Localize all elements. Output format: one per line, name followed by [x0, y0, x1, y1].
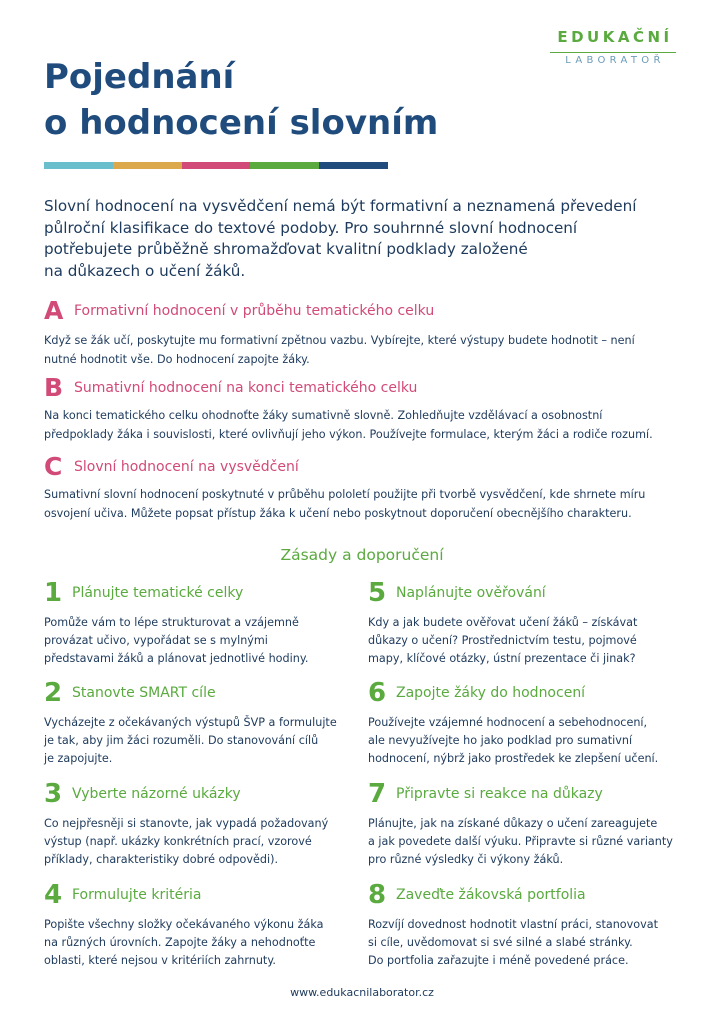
- color-bar-segment: [113, 162, 182, 169]
- tip-line: Pomůže vám to lépe strukturovat a vzájemně: [44, 616, 299, 629]
- intro-line: potřebujete průběžně shromažďovat kvalitní podklady založené: [44, 240, 528, 258]
- page-title-line-1: Pojednání: [44, 57, 235, 97]
- tip-number: 4: [44, 880, 63, 910]
- section-body-line: Sumativní slovní hodnocení poskytnuté v průběhu pololetí použijte při tvorbě vysvědčení, kde shrnete míru: [44, 488, 646, 501]
- tip-line: představami žáků a plánovat jednotlivé hodiny.: [44, 652, 309, 665]
- principles-heading: Zásady a doporučení: [280, 546, 444, 564]
- tip-number: 7: [368, 779, 387, 809]
- tip-title: Vyberte názorné ukázky: [72, 786, 241, 802]
- color-bar-segment: [44, 162, 113, 169]
- tip-line: na různých úrovních. Zapojte žáky a nehodnoťte: [44, 936, 316, 949]
- intro-line: na důkazech o učení žáků.: [44, 261, 246, 280]
- section-letter: B: [44, 373, 64, 402]
- tip-number: 5: [368, 578, 387, 608]
- tip-6-body: [368, 714, 708, 768]
- tip-line: Popište všechny složky očekávaného výkonu žáka: [44, 918, 324, 931]
- tip-number: 6: [368, 678, 387, 708]
- section-body-line: předpoklady žáka i souvislosti, které ovlivňují jeho výkon. Používejte formulace, kterým žáci a rodiče rozumí.: [44, 428, 653, 441]
- tip-title: Plánujte tematické celky: [72, 585, 244, 601]
- section-body-line: osvojení učiva. Můžete popsat přístup žáka k učení nebo poskytnout doporučení obecnějšího charakteru.: [44, 507, 632, 520]
- tip-8-heading: [368, 880, 586, 910]
- intro-line: Slovní hodnocení na vysvědčení nemá být formativní a neznamená převedení: [44, 197, 637, 215]
- intro-line: půlroční klasifikace do textové podoby. Pro souhrnné slovní hodnocení: [44, 218, 578, 237]
- tip-title: Zapojte žáky do hodnocení: [396, 685, 586, 701]
- tip-line: Kdy a jak budete ověřovat učení žáků – získávat: [368, 616, 638, 629]
- section-c-body: [44, 485, 694, 523]
- section-body-line: nutné hodnotit vše. Do hodnocení zapojte žáky.: [44, 353, 310, 366]
- tip-line: výstup (např. ukázky konkrétních prací, vzorové: [44, 835, 312, 848]
- tip-number: 3: [44, 779, 63, 809]
- tip-line: Do portfolia zařazujte i méně povedené práce.: [368, 954, 629, 967]
- tip-5-body: [368, 614, 708, 668]
- color-bar-segment: [319, 162, 388, 169]
- section-letter: C: [44, 452, 63, 481]
- tip-title: Stanovte SMART cíle: [72, 685, 216, 701]
- tip-title: Zaveďte žákovská portfolia: [396, 887, 586, 903]
- footer-url[interactable]: www.edukacnilaborator.cz: [290, 986, 434, 999]
- tip-8-body: [368, 916, 708, 970]
- tip-title: Připravte si reakce na důkazy: [396, 786, 603, 802]
- tip-line: oblasti, které nejsou v kritériích zahrnuty.: [44, 954, 276, 967]
- tip-line: ale nevyužívejte ho jako podklad pro sumativní: [368, 734, 633, 747]
- tip-3-heading: [44, 779, 241, 809]
- tip-4-body: [44, 916, 364, 970]
- logo-wordmark-top: EDUKAČNÍ: [557, 28, 673, 46]
- tip-1-heading: [44, 578, 243, 608]
- section-letter: A: [44, 296, 64, 325]
- tip-line: si cíle, uvědomovat si své silné a slabé stránky.: [368, 936, 633, 949]
- section-b-heading: [44, 373, 417, 402]
- tip-line: je tak, aby jim žáci rozuměli. Do stanovování cílů: [44, 734, 319, 747]
- tip-line: hodnocení, nýbrž jako prostředek ke zlepšení učení.: [368, 752, 659, 765]
- section-body-line: Na konci tematického celku ohodnoťte žáky sumativně slovně. Zohledňujte vzdělávací a osobnostní: [44, 409, 603, 422]
- page-title: [44, 54, 438, 146]
- tip-6-heading: [368, 678, 585, 708]
- tip-line: Plánujte, jak na získané důkazy o učení zareagujete: [368, 817, 658, 830]
- tip-3-body: [44, 815, 364, 869]
- intro-paragraph: [44, 196, 704, 282]
- page-title-line-2: o hodnocení slovním: [44, 103, 439, 143]
- tip-title: Formulujte kritéria: [72, 887, 202, 903]
- tip-5-heading: [368, 578, 546, 608]
- tip-line: a jak povedete další výuku. Připravte si různé varianty: [368, 835, 673, 848]
- tip-line: důkazy o učení? Prostřednictvím testu, pojmové: [368, 634, 637, 647]
- tip-title: Naplánujte ověřování: [396, 585, 546, 601]
- tip-2-heading: [44, 678, 216, 708]
- section-a-body: [44, 331, 694, 369]
- section-title: Formativní hodnocení v průběhu tematického celku: [74, 302, 435, 319]
- color-bar-segment: [182, 162, 251, 169]
- section-a-heading: [44, 296, 434, 325]
- tip-line: pro různé výsledky či výkony žáků.: [368, 853, 564, 866]
- tip-line: Vycházejte z očekávaných výstupů ŠVP a formulujte: [44, 716, 337, 729]
- tip-line: mapy, klíčové otázky, ústní prezentace či jinak?: [368, 652, 636, 665]
- tip-line: provázat učivo, vypořádat se s mylnými: [44, 634, 268, 647]
- tip-line: Používejte vzájemné hodnocení a sebehodnocení,: [368, 716, 648, 729]
- section-title: Slovní hodnocení na vysvědčení: [74, 458, 299, 475]
- tip-2-body: [44, 714, 364, 768]
- tip-7-heading: [368, 779, 603, 809]
- color-bar-segment: [250, 162, 319, 169]
- tip-number: 2: [44, 678, 63, 708]
- logo-divider: [550, 52, 676, 53]
- tip-1-body: [44, 614, 364, 668]
- tip-line: je zapojujte.: [44, 752, 113, 765]
- section-c-heading: [44, 452, 299, 481]
- tip-line: příklady, charakteristiky dobré odpovědi).: [44, 853, 279, 866]
- section-title: Sumativní hodnocení na konci tematického celku: [74, 379, 418, 396]
- tip-number: 8: [368, 880, 387, 910]
- section-b-body: [44, 406, 694, 444]
- section-body-line: Když se žák učí, poskytujte mu formativní zpětnou vazbu. Vybírejte, které výstupy budete hodnotit – není: [44, 334, 635, 347]
- tip-number: 1: [44, 578, 63, 608]
- color-bar: [44, 162, 388, 169]
- tip-4-heading: [44, 880, 201, 910]
- logo-wordmark-bottom: LABORATOŘ: [565, 55, 665, 66]
- tip-line: Co nejpřesněji si stanovte, jak vypadá požadovaný: [44, 817, 329, 830]
- tip-line: Rozvíjí dovednost hodnotit vlastní práci, stanovovat: [368, 918, 658, 931]
- tip-7-body: [368, 815, 708, 869]
